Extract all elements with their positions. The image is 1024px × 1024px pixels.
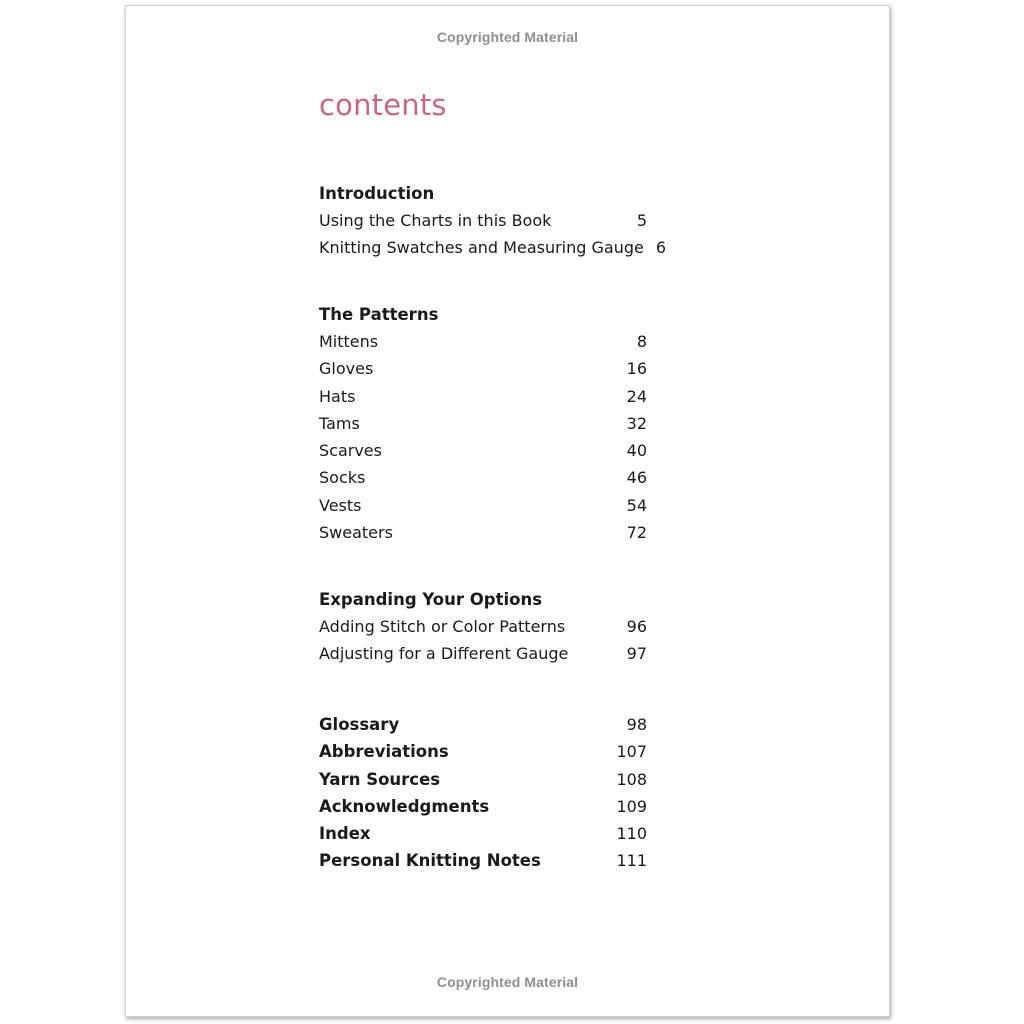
toc-entry-label: Sweaters: [319, 523, 393, 543]
toc-entry-label: Abbreviations: [319, 742, 449, 762]
toc-entry-label: Glossary: [319, 715, 400, 734]
toc-entry-page: 111: [616, 851, 647, 871]
toc-entry-page: 96: [626, 617, 647, 636]
toc-entry-page: 8: [636, 332, 647, 351]
toc-entry: [319, 328, 647, 355]
toc-entry: [319, 847, 647, 874]
toc-entry-page: 24: [626, 386, 647, 406]
section-heading: Expanding Your Options: [319, 590, 543, 609]
toc-entry-label: Adjusting for a Different Gauge: [319, 644, 569, 664]
toc-section-backmatter: [319, 711, 647, 875]
toc-entry-label: Acknowledgments: [319, 796, 490, 816]
toc-section-options: [319, 586, 647, 668]
toc-section-introduction: [319, 180, 667, 262]
toc-entry: [319, 820, 647, 847]
section-heading: Introduction: [319, 184, 435, 203]
toc-entry-label: Knitting Swatches and Measuring Gauge: [319, 238, 644, 258]
toc-entry: [319, 234, 667, 261]
toc-entry-label: Yarn Sources: [319, 769, 441, 789]
toc-entry: [319, 207, 647, 234]
toc-entry-page: 46: [626, 468, 647, 488]
toc-entry: [319, 711, 647, 738]
toc-entry-label: Using the Charts in this Book: [319, 211, 552, 230]
toc-entry: [319, 383, 647, 410]
toc-entry-label: Scarves: [319, 441, 382, 461]
toc-entry-label: Index: [319, 824, 371, 844]
toc-entry-page: 54: [626, 495, 647, 515]
toc-entry: [319, 640, 647, 667]
toc-entry: [319, 410, 647, 437]
toc-entry-page: 32: [626, 413, 647, 433]
toc-entry: [319, 492, 647, 519]
copyright-watermark-bottom: Copyrighted Material: [436, 974, 579, 990]
toc-entry-page: 16: [626, 359, 647, 379]
toc-entry-label: Tams: [319, 413, 360, 433]
toc-entry: [319, 519, 647, 546]
toc-entry-label: Socks: [319, 468, 366, 488]
toc-entry-page: 72: [626, 523, 647, 543]
toc-entry: [319, 355, 647, 382]
toc-entry-page: 109: [616, 796, 647, 816]
toc-entry-label: Mittens: [319, 332, 379, 351]
toc-section-patterns: [319, 301, 647, 546]
toc-entry-label: Adding Stitch or Color Patterns: [319, 617, 566, 636]
toc-entry: [319, 613, 647, 640]
toc-entry-label: Gloves: [319, 359, 374, 379]
toc-entry-label: Personal Knitting Notes: [319, 851, 541, 871]
toc-entry: [319, 766, 647, 793]
toc-entry: [319, 738, 647, 765]
toc-entry-page: 110: [616, 824, 647, 844]
toc-entry: [319, 437, 647, 464]
toc-entry-page: 107: [616, 742, 647, 762]
book-page: [125, 5, 890, 1017]
toc-entry-label: Vests: [319, 495, 362, 515]
toc-entry-label: Hats: [319, 386, 356, 406]
copyright-watermark-top: Copyrighted Material: [436, 29, 579, 45]
toc-entry-page: 5: [636, 211, 647, 230]
toc-entry-page: 108: [616, 769, 647, 789]
toc-entry-page: 98: [626, 715, 647, 734]
toc-entry-page: 6: [655, 238, 667, 258]
section-heading: The Patterns: [319, 305, 439, 324]
toc-entry-page: 97: [626, 644, 647, 664]
page-title: contents: [319, 88, 447, 122]
toc-entry-page: 40: [626, 441, 647, 461]
toc-entry: [319, 793, 647, 820]
toc-entry: [319, 464, 647, 491]
